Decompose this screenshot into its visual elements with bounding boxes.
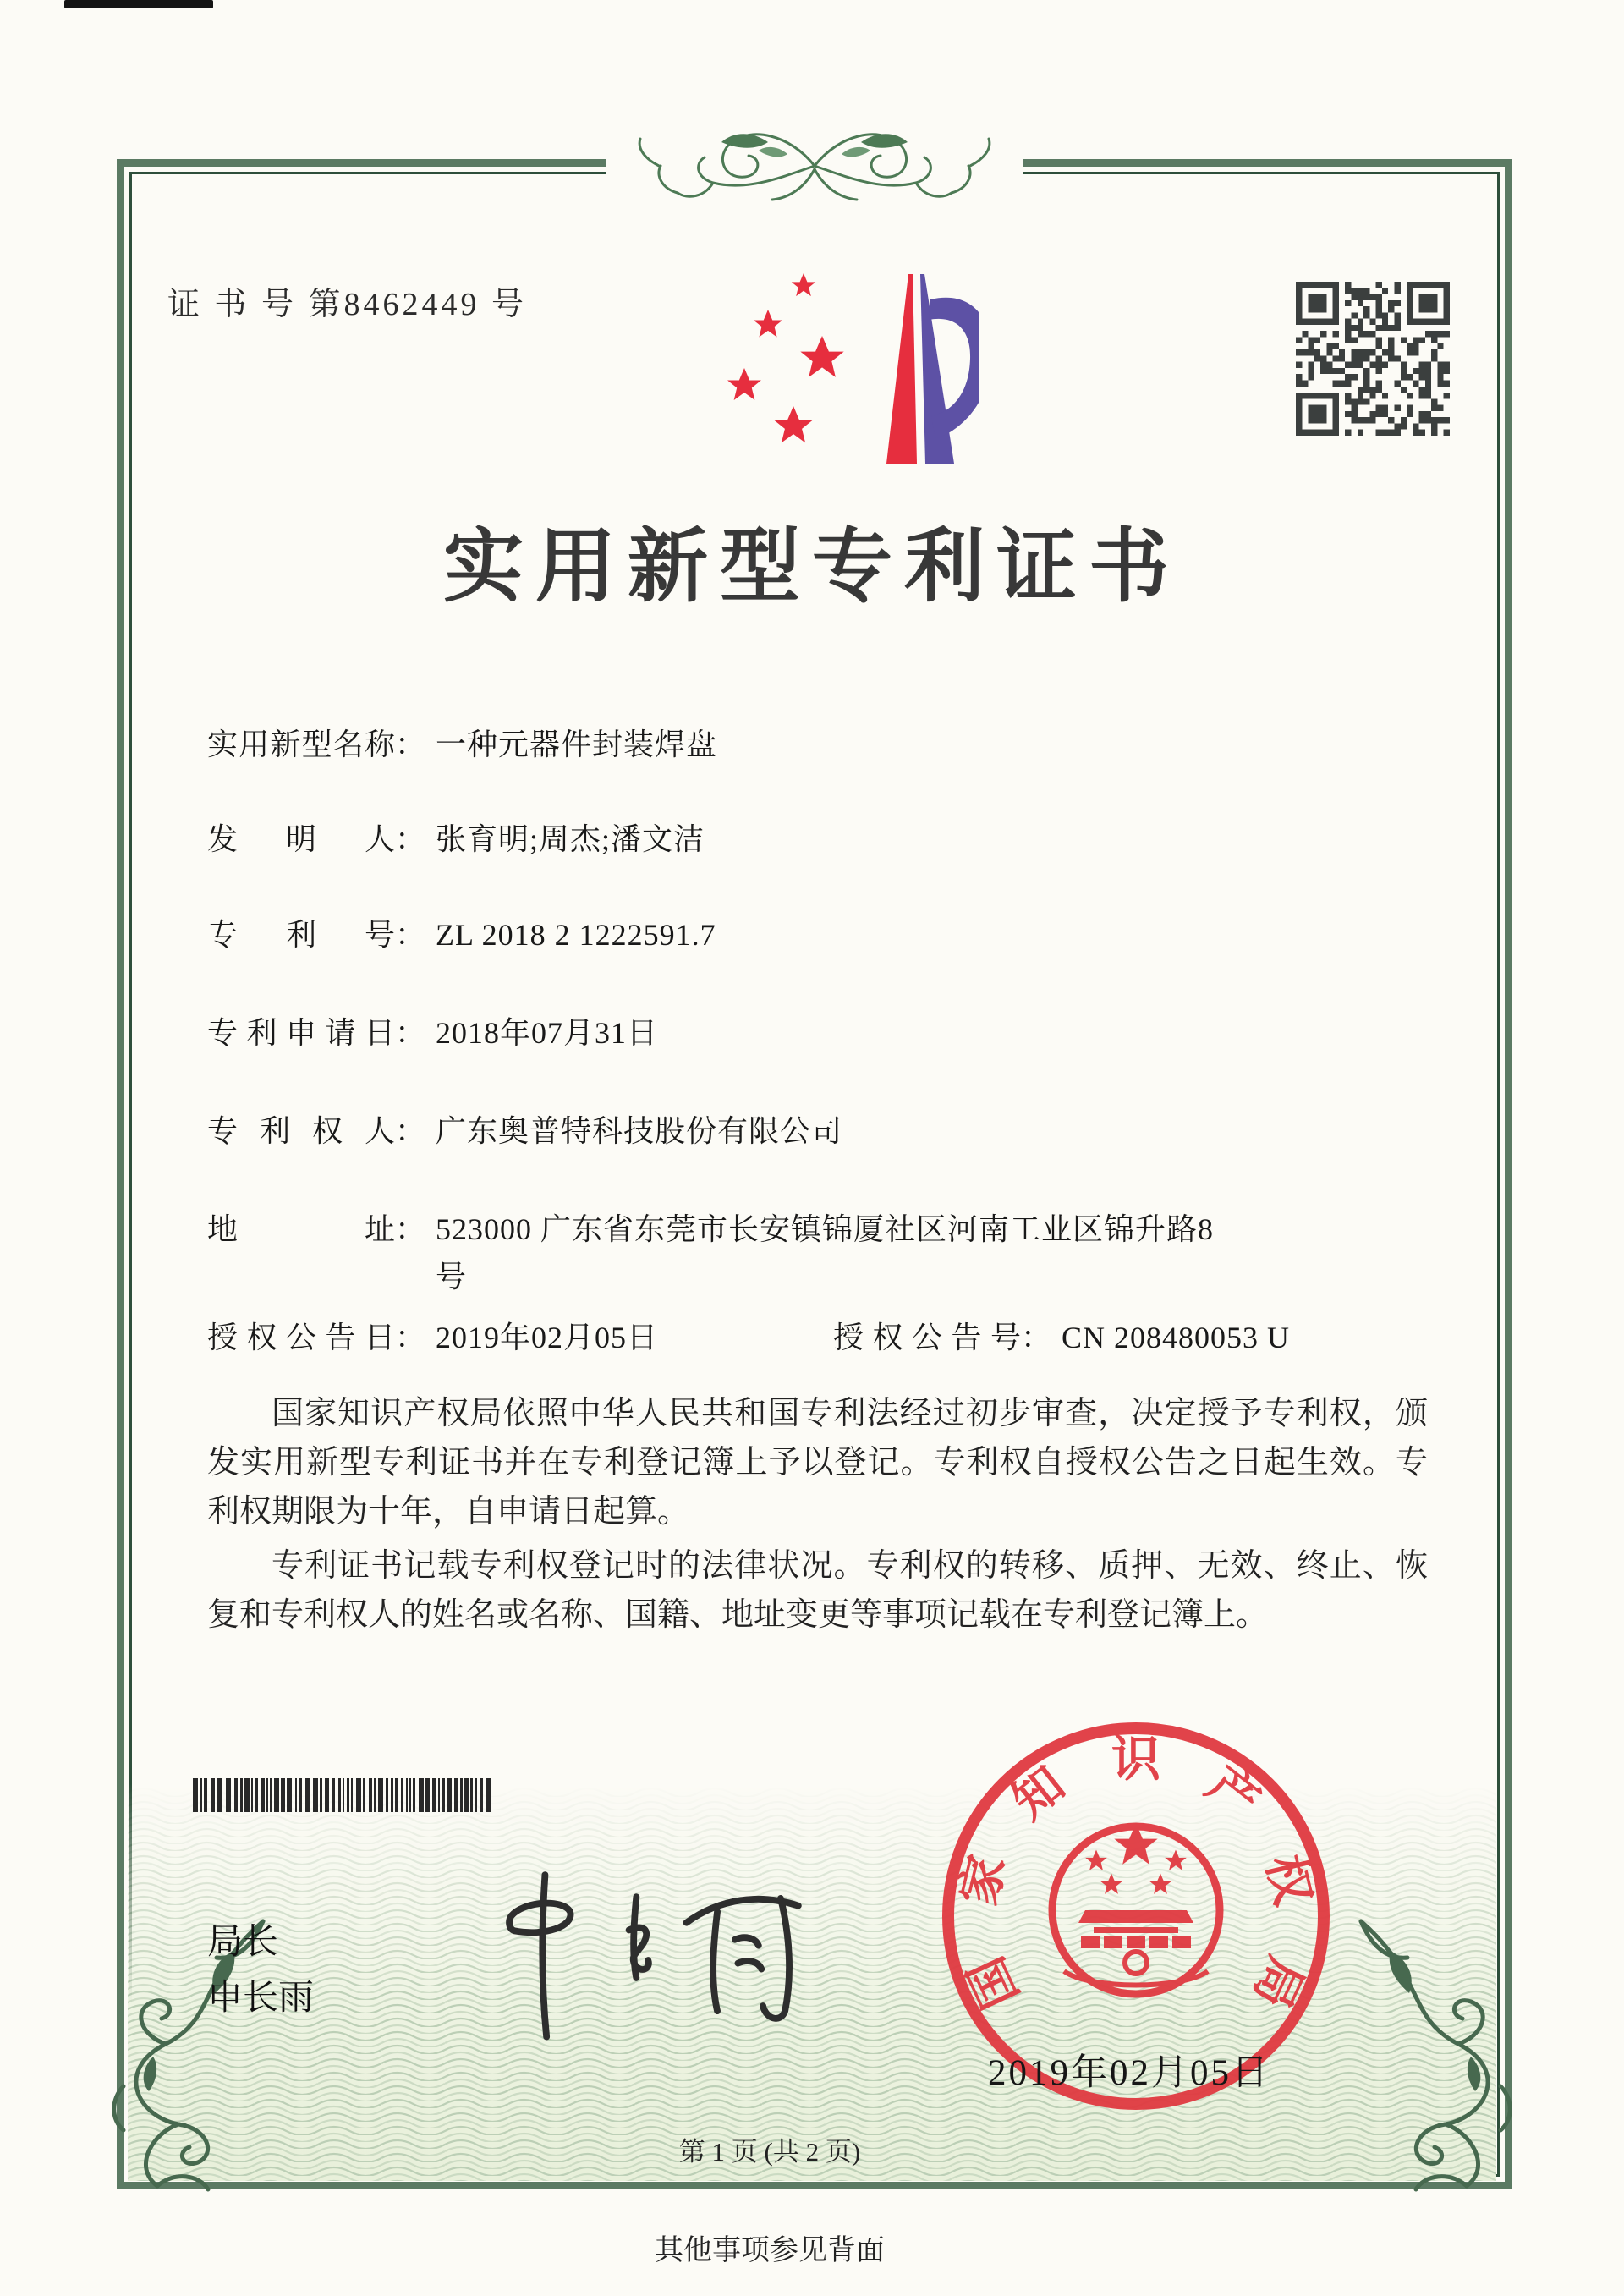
handwritten-signature-icon — [464, 1853, 836, 2052]
svg-text:家: 家 — [951, 1849, 1016, 1910]
colon: ： — [395, 1016, 426, 1050]
colon: ： — [395, 918, 426, 952]
field-value: ZL 2018 2 1222591.7 — [436, 918, 716, 952]
field-row — [207, 1009, 1434, 1057]
field-group — [833, 1314, 1290, 1361]
field-label: 授权公告日 — [207, 1321, 395, 1354]
seal-date: 2019年02月05日 — [988, 2053, 1270, 2093]
certificate-number: 证 书 号 第8462449 号 — [167, 287, 528, 322]
field-label: 实用新型名称 — [207, 728, 395, 761]
legal-text-block — [207, 1389, 1428, 1645]
svg-text:识: 识 — [1111, 1732, 1161, 1787]
svg-text:局: 局 — [1243, 1948, 1314, 2017]
cnipa-logo-icon — [695, 250, 979, 491]
colon: ： — [395, 1321, 426, 1354]
colon: ： — [395, 1212, 426, 1246]
signer-name: 申长雨 — [207, 1977, 315, 2017]
back-note: 其他事项参见背面 — [655, 2235, 885, 2266]
field-value: 523000 广东省东莞市长安镇锦厦社区河南工业区锦升路8号 — [436, 1212, 1215, 1294]
dragon-scroll-ornament-icon — [578, 117, 1051, 210]
field-row — [207, 816, 1434, 863]
field-label: 发明人 — [207, 822, 395, 856]
field-value: 一种元器件封装焊盘 — [436, 728, 718, 761]
page-title: 实用新型专利证书 — [442, 522, 1181, 612]
field-value: 2019年02月05日 — [436, 1321, 659, 1354]
field-label: 专利申请日 — [207, 1016, 395, 1050]
field-label: 专利权人 — [207, 1114, 395, 1148]
field-label: 授权公告号 — [833, 1321, 1021, 1354]
body-paragraph: 专利证书记载专利权登记时的法律状况。专利权的转移、质押、无效、终止、恢复和专利权人的姓名或名称、国籍、地址变更等事项记载在专利登记簿上。 — [207, 1548, 1428, 1633]
colon: ： — [395, 822, 426, 856]
field-value: CN 208480053 U — [1062, 1321, 1291, 1354]
field-row — [207, 1206, 1434, 1300]
field-value: 2018年07月31日 — [436, 1016, 659, 1050]
field-row — [207, 1314, 1434, 1361]
page-indicator: 第 1 页 (共 2 页) — [678, 2137, 861, 2167]
svg-text:产: 产 — [1197, 1756, 1270, 1830]
field-label: 专利号 — [207, 918, 395, 952]
barcode — [193, 1778, 494, 1812]
body-paragraph: 国家知识产权局依照中华人民共和国专利法经过初步审查，决定授予专利权，颁发实用新型专利证书并在专利登记簿上予以登记。专利权自授权公告之日起生效。专利权期限为十年，自申请日起算。 — [207, 1396, 1428, 1530]
colon: ： — [395, 1114, 426, 1148]
svg-text:知: 知 — [1002, 1756, 1075, 1830]
qr-code — [1296, 282, 1450, 436]
svg-text:国: 国 — [958, 1948, 1029, 2017]
signer-role-label: 局长 — [207, 1921, 279, 1961]
field-value: 张育明;周杰;潘文洁 — [436, 822, 705, 856]
field-row — [207, 721, 1434, 768]
field-row — [207, 911, 1434, 958]
colon: ： — [1021, 1321, 1052, 1354]
scan-artifact — [64, 0, 213, 8]
svg-text:权: 权 — [1256, 1849, 1321, 1910]
field-label: 地址 — [207, 1212, 395, 1246]
field-value: 广东奥普特科技股份有限公司 — [436, 1114, 843, 1148]
colon: ： — [395, 728, 426, 761]
field-row — [207, 1107, 1434, 1155]
